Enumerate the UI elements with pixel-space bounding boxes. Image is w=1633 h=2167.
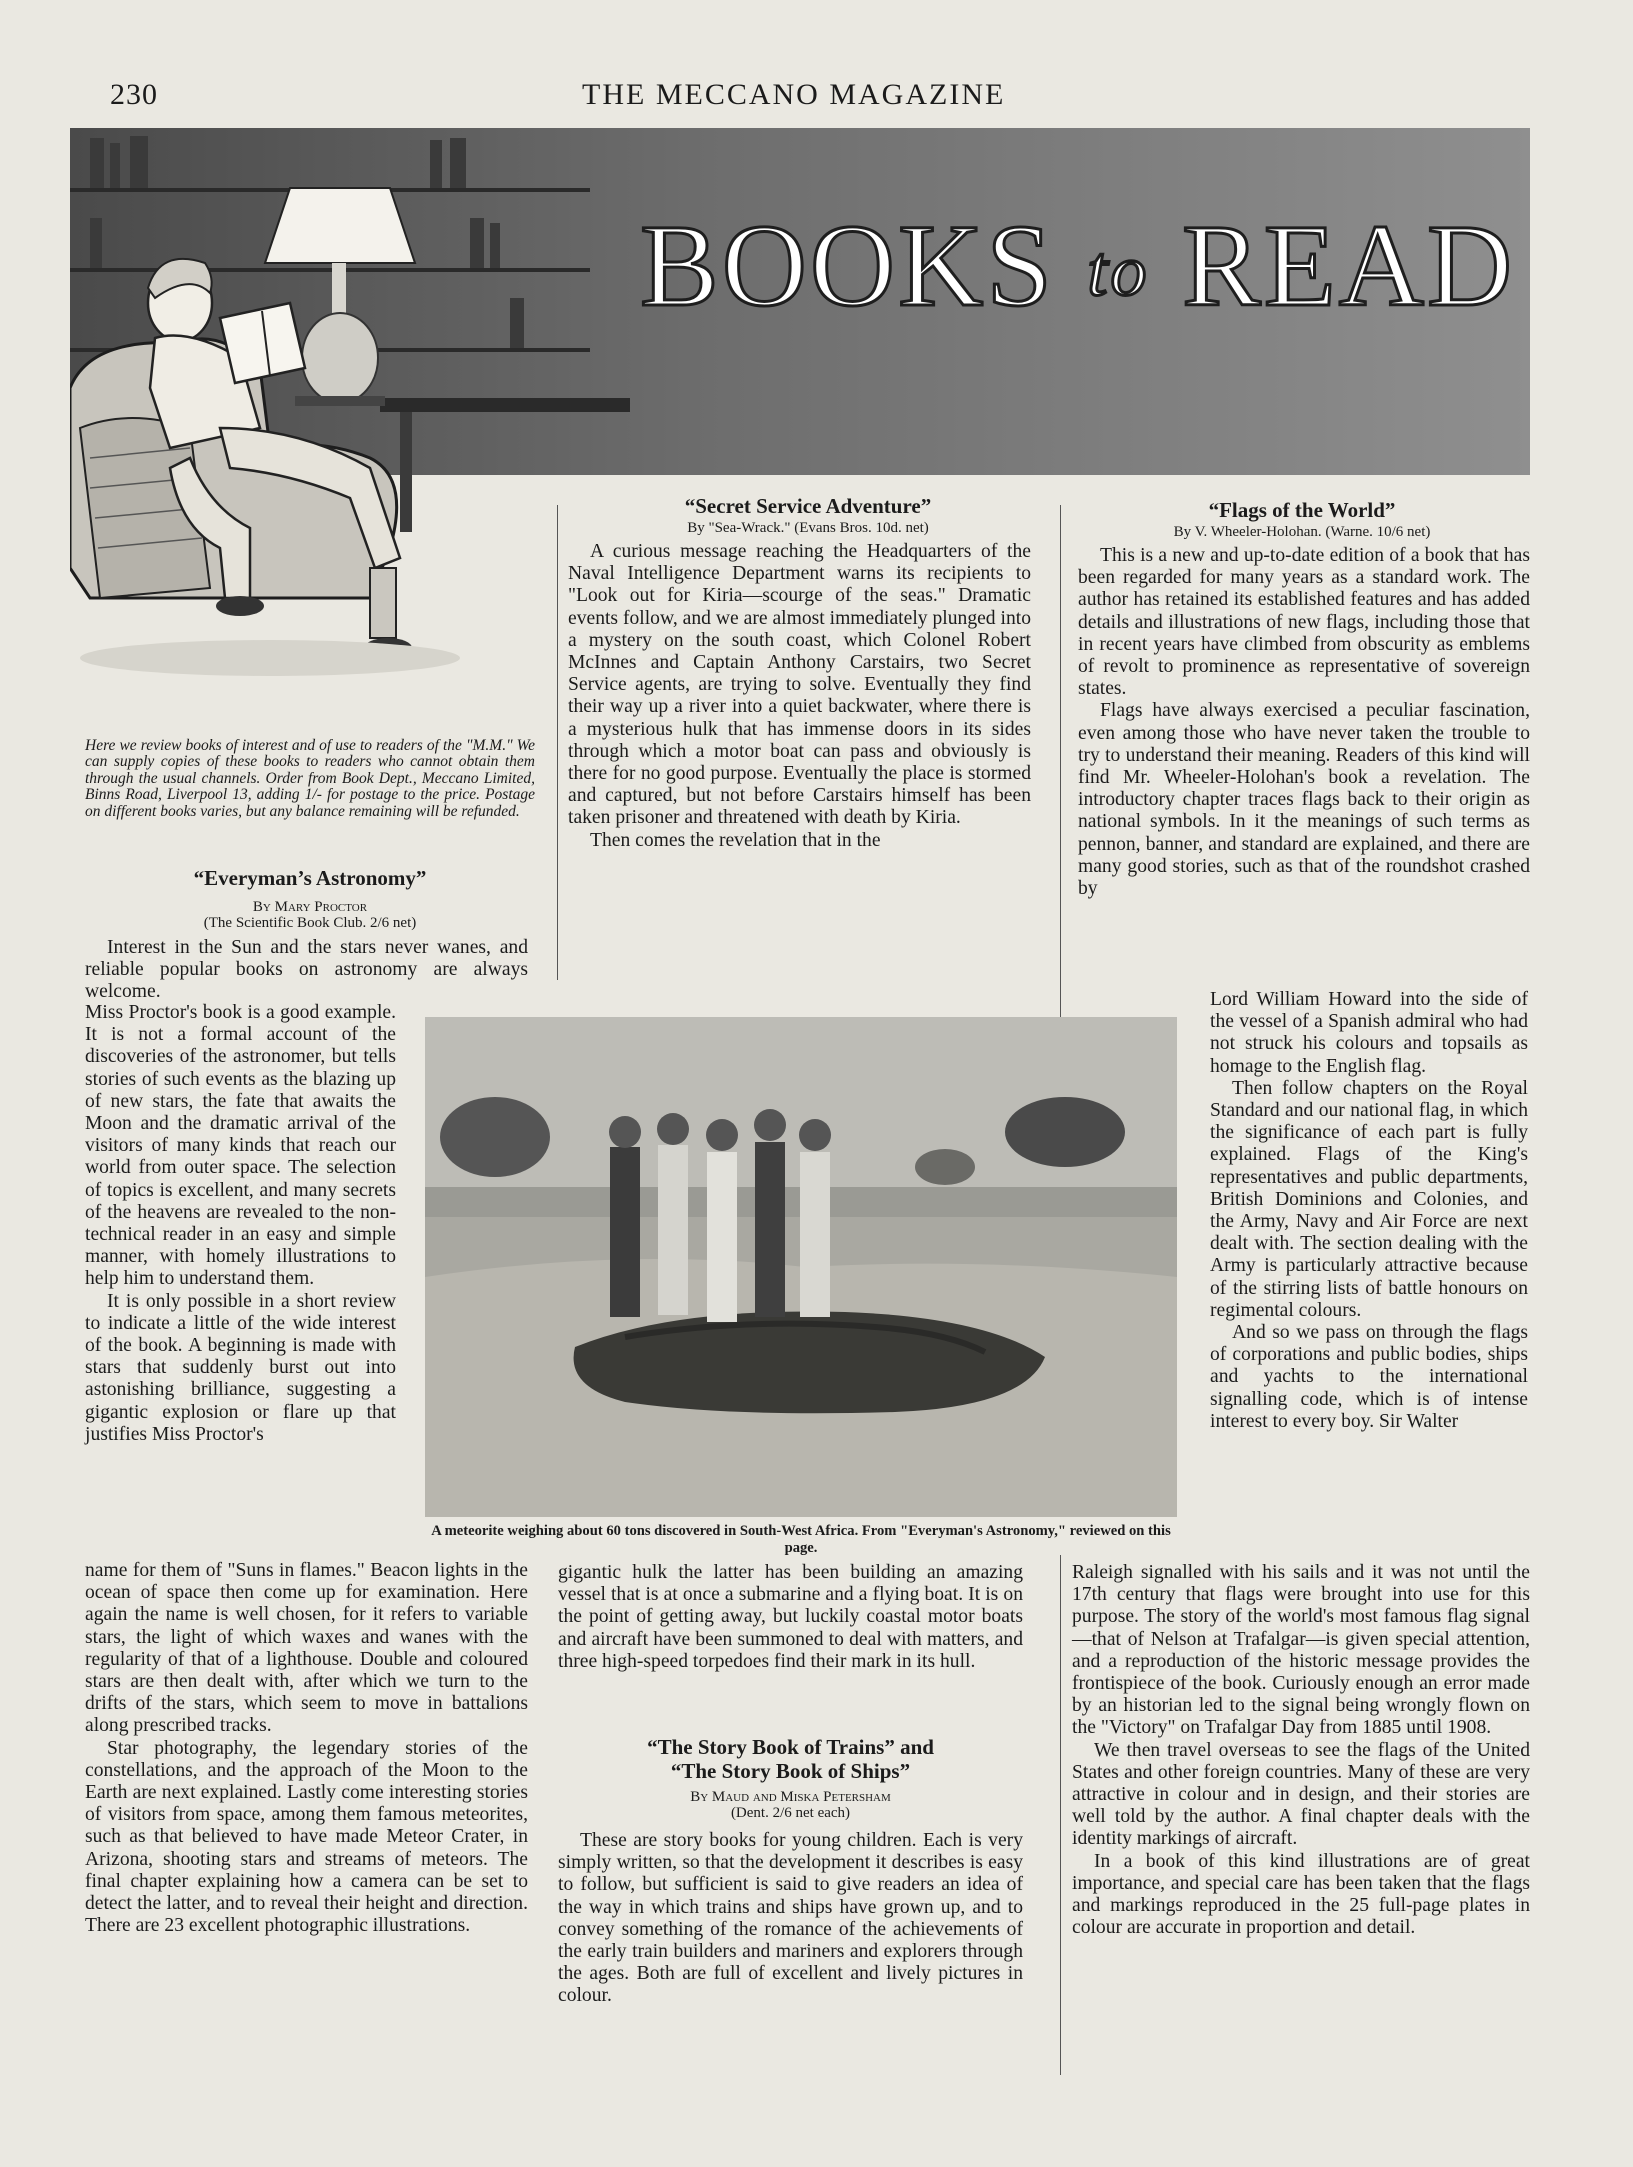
astronomy-byline: By Mary Proctor (252, 899, 368, 915)
astronomy-text-wrap: Miss Proctor's book is a good example. It is not a formal account of the discoveries of the astronomer, but tells stories of such events as the blazing up of new stars, the fate that awaits the Moon and the dramatic arrival of the visitors of many kinds that reach our world from outer space. The selection of topics is excellent, and many secrets of the heavens are revealed to the non-technical reader in an easy and simple manner, with homely illustrations to help him to understand them. It is only possible in a short review to indicate a little of the wide interest of the book. A beginning is made with stars that suddenly burst out into astonishing brilliance, suggesting a gigantic explosion or flare up that justifies Miss Proctor's (85, 1002, 396, 1445)
story-books-publisher: (Dent. 2/6 net each) (730, 1805, 851, 1821)
astronomy-publisher: (The Scientific Book Club. 2/6 net) (203, 915, 417, 931)
flags-text-bottom: Raleigh signalled with his sails and it was not until the 17th century that flags were brought into use for this purpose. The story of the world's most famous flag signal—that of Nelson at Trafalgar—is given special attention, and a reproduction of the historic message provides the frontispiece of the book. Curiously enough an error made by an historian led to the signal being wrongly flown on the "Victory" on Trafalgar Day from 1885 until 1908. We then travel overseas to see the flags of the United States and other foreign countries. Many of these are very attractive in colour and in design, and their stories are well told by the author. A final chapter deals with the identity markings of aircraft. In a book of this kind illustrations are of great importance, and special care has been taken that the flags and markings reproduced in the 25 full-page plates in colour are accurate in proportion and detail. (1072, 1562, 1530, 1939)
flags-byline: By V. Wheeler-Holohan. (Warne. 10/6 net) (1173, 524, 1431, 540)
magazine-title: THE MECCANO MAGAZINE (582, 78, 1006, 111)
astronomy-text-top: Interest in the Sun and the stars never wanes, and reliable popular books on astronomy are always welcome. (85, 937, 528, 1003)
astronomy-text-bottom: name for them of "Suns in flames." Beacon lights in the ocean of space then come up for examination. Here again the name is well chosen, for it refers to variable stars, the light of which waxes and wanes with the regularity of that of a lighthouse. Double and coloured stars are then dealt with, after which we turn to the drifts of the stars, which seem to move in battalions along prescribed tracks. Star photography, the legendary stories of the constellations, and the approach of the Moon to the Earth are next explained. Lastly come interesting stories of visitors from space, among them famous meteorites, such as that believed to have made Meteor Crater, in Arizona, shooting stars and streams of meteors. The final chapter explaining how a camera can be set to detect the latter, and to reveal their height and direction. There are 23 excellent photographic illustrations. (85, 1560, 528, 1937)
flags-text-wrap: Lord William Howard into the side of the vessel of a Spanish admiral who had not struck his colours and topsails as homage to the English flag. Then follow chapters on the Royal Standard and our national flag, in which the significance of each part is fully explained. Flags of the King's representatives and public departments, British Dominions and Colonies, and the Army, Navy and Air Force are next dealt with. The section dealing with the Army is particularly attractive because of the stirring lists of battle honours on regimental colours. And so we pass on through the flags of corporations and public bodies, ships and yachts to the international signalling code, which is of intense interest to every boy. Sir Walter (1210, 989, 1528, 1432)
story-books-title-2: “The Story Book of Ships” (670, 1759, 911, 1783)
meteorite-photograph (425, 1017, 1177, 1517)
column-rule-1 (557, 505, 558, 980)
banner-title: BOOKS to READ (640, 200, 1516, 331)
column-rule-2 (1060, 505, 1061, 1065)
page-number: 230 (110, 78, 158, 111)
secret-service-title: “Secret Service Adventure” (684, 494, 932, 518)
photo-caption: A meteorite weighing about 60 tons discovered in South-West Africa. From "Everyman's Astronomy," reviewed on this page. (431, 1523, 1171, 1556)
flags-text-top: This is a new and up-to-date edition of a book that has been regarded for many years as a standard work. The author has retained its established features and has added details and illustrations of new flags, including those that in recent years have climbed from obscurity as emblems of revolt to prominence as representative of sovereign states. Flags have always exercised a peculiar fascination, even among those who have never taken the trouble to try to understand their meaning. Readers of this kind will find Mr. Wheeler-Holohan's book a revelation. The introductory chapter traces flags back to their origin as national symbols. In it the meanings of such terms as pennon, banner, and standard are explained, and there are many good stories, such as that of the roundshot crashed by (1078, 545, 1530, 900)
secret-service-text-bottom: gigantic hulk the latter has been building an amazing vessel that is at once a submarine and a flying boat. It is on the point of getting away, but luckily coastal motor boats and aircraft have been summoned to deal with matters, and three high-speed torpedoes find their mark in its hull. (558, 1562, 1023, 1672)
flags-title: “Flags of the World” (1208, 498, 1396, 522)
secret-service-text-top: A curious message reaching the Headquarters of the Naval Intelligence Department warns its recipients to "Look out for Kiria—scourge of the seas." Dramatic events follow, and we are almost immediately plunged into a mystery on the south coast, which Colonel Robert McInnes and Captain Anthony Carstairs, two Secret Service agents, are trying to solve. Eventually they find their way up a river into a quiet backwater, where there is a mysterious hulk that has immense doors in its sides through which a motor boat can pass and obviously is there for no good purpose. Eventually the place is stormed and captured, but not before Carstairs himself has been taken prisoner and threatened with death by Kiria. Then comes the revelation that in the (568, 541, 1031, 851)
astronomy-title: “Everyman’s Astronomy” (193, 866, 427, 890)
boy-reading-illustration (70, 128, 630, 718)
secret-service-byline: By "Sea-Wrack." (Evans Bros. 10d. net) (687, 520, 929, 536)
story-books-title-1: “The Story Book of Trains” and (647, 1735, 934, 1759)
story-books-byline: By Maud and Miska Petersham (690, 1789, 891, 1805)
intro-note: Here we review books of interest and of use to readers of the "M.M." We can supply copies of these books to readers who cannot obtain them through the usual channels. Order from Book Dept., Meccano Limited, Binns Road, Liverpool 13, adding 1/- for postage to the price. Postage on different books varies, but any balance remaining will be refunded. (85, 737, 535, 820)
column-rule-3 (1060, 1555, 1061, 2075)
story-books-text: These are story books for young children. Each is very simply written, so that the development it describes is easy to follow, but sufficient is said to give readers an idea of the way in which trains and ships have grown up, and to convey something of the romance of the achievements of the early train builders and mariners and explorers through the ages. Both are full of excellent and lively pictures in colour. (558, 1830, 1023, 2007)
